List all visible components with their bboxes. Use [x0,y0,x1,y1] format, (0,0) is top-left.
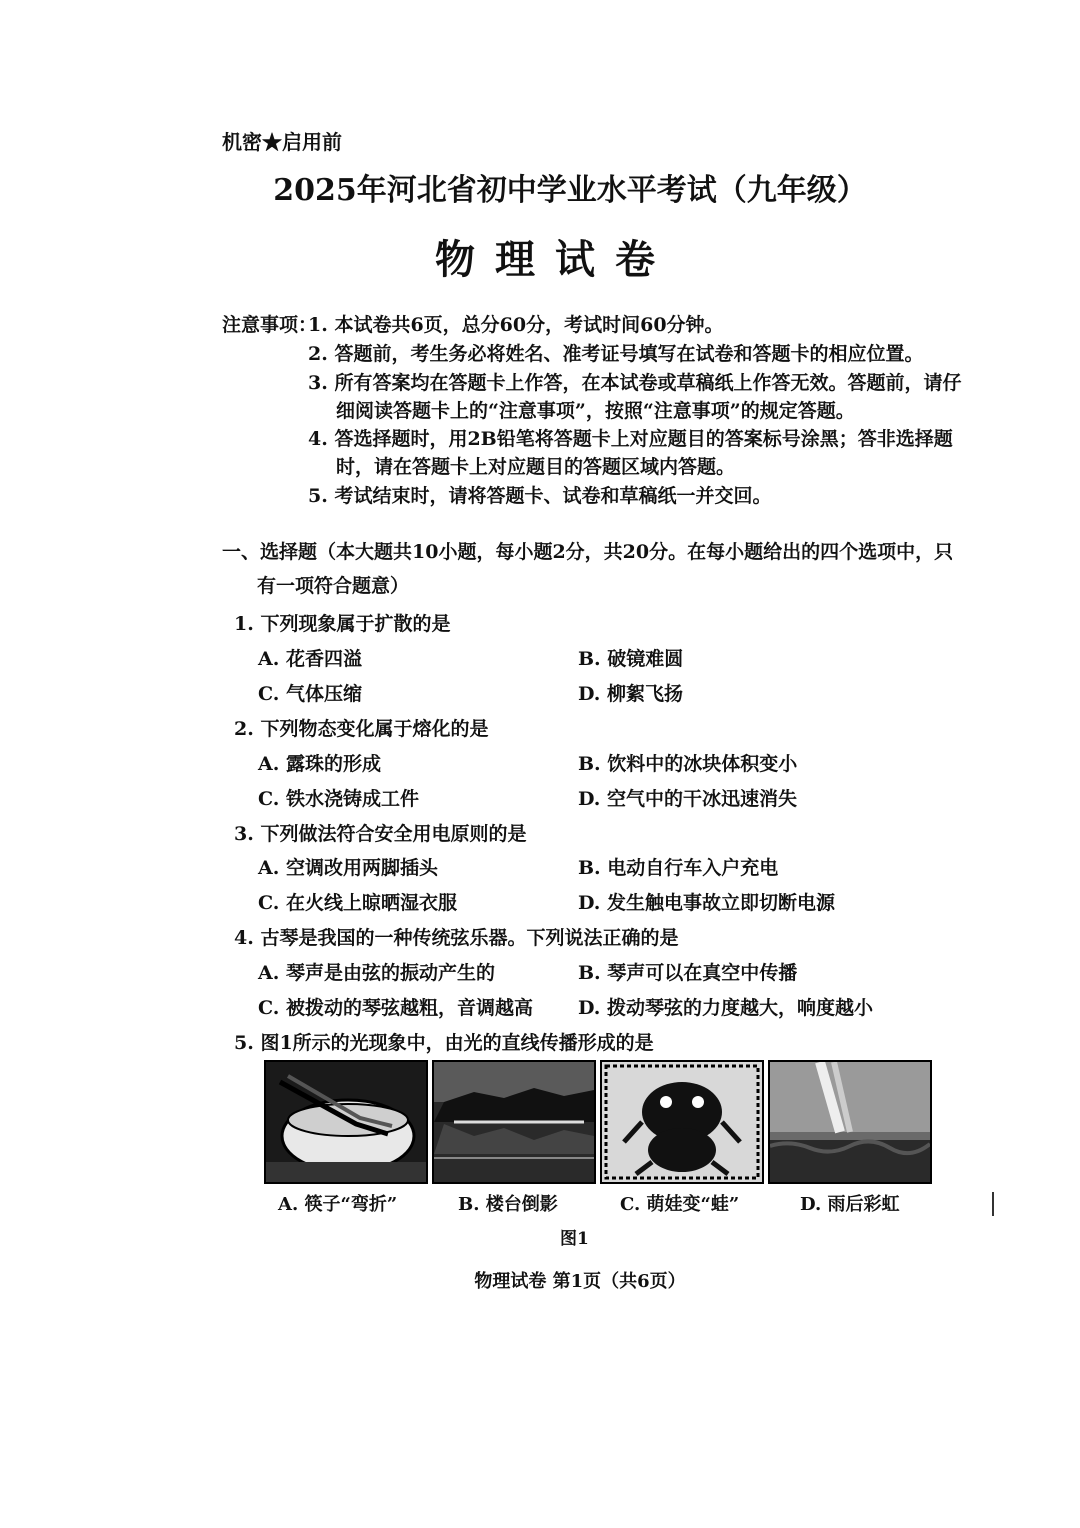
option-a: A. 露珠的形成 [258,753,381,775]
notes-label: 注意事项： [222,314,318,336]
note-item: 1. 本试卷共6页，总分60分，考试时间60分钟。 [308,314,724,336]
section-heading-continued: 有一项符合题意） [257,575,410,597]
frog-shadow-illustration [602,1062,762,1182]
pavilion-reflection-illustration [434,1062,594,1182]
figure-caption-d: D. 雨后彩虹 [800,1194,900,1215]
option-b: B. 电动自行车入户充电 [578,857,779,879]
note-item: 3. 所有答案均在答题卡上作答，在本试卷或草稿纸上作答无效。答题前，请仔 [308,372,962,394]
question-stem: 2. 下列物态变化属于熔化的是 [234,718,489,740]
option-d: D. 拨动琴弦的力度越大，响度越小 [578,997,874,1019]
note-item-continued: 时，请在答题卡上对应题目的答题区域内答题。 [336,456,736,478]
exam-title: 2025年河北省初中学业水平考试（九年级） [273,173,867,208]
scan-mark [992,1192,994,1216]
option-b: B. 饮料中的冰块体积变小 [578,753,798,775]
question-stem: 3. 下列做法符合安全用电原则的是 [234,823,527,845]
note-item: 5. 考试结束时，请将答题卡、试卷和草稿纸一并交回。 [308,485,772,507]
option-c: C. 在火线上晾晒湿衣服 [258,892,458,914]
figure-image-frog-shadow [600,1060,764,1184]
bowl-chopsticks-illustration [266,1062,426,1182]
option-a: A. 琴声是由弦的振动产生的 [258,962,495,984]
question-stem: 4. 古琴是我国的一种传统弦乐器。下列说法正确的是 [234,927,679,949]
figure-caption-b: B. 楼台倒影 [458,1194,558,1215]
option-d: D. 发生触电事故立即切断电源 [578,892,836,914]
page-footer: 物理试卷 第1页（共6页） [474,1271,686,1292]
note-item: 2. 答题前，考生务必将姓名、准考证号填写在试卷和答题卡的相应位置。 [308,343,924,365]
figure-caption-a: A. 筷子“弯折” [278,1194,398,1215]
option-a: A. 空调改用两脚插头 [258,857,438,879]
figure-caption-c: C. 萌娃变“蛙” [620,1194,740,1215]
figure-image-chopsticks [264,1060,428,1184]
option-b: B. 琴声可以在真空中传播 [578,962,798,984]
option-c: C. 被拨动的琴弦越粗，音调越高 [258,997,534,1019]
note-item-continued: 细阅读答题卡上的“注意事项”，按照“注意事项”的规定答题。 [336,400,855,422]
option-a: A. 花香四溢 [258,648,362,670]
figure-image-reflection [432,1060,596,1184]
option-d: D. 柳絮飞扬 [578,683,684,705]
figure-label: 图1 [560,1229,589,1249]
option-b: B. 破镜难圆 [578,648,684,670]
rainbow-illustration [770,1062,930,1182]
figure-image-rainbow [768,1060,932,1184]
option-c: C. 铁水浇铸成工件 [258,788,420,810]
option-d: D. 空气中的干冰迅速消失 [578,788,798,810]
confidential-label: 机密★启用前 [222,130,342,154]
subject-title: 物理试卷 [435,236,675,283]
note-item: 4. 答选择题时，用2B铅笔将答题卡上对应题目的答案标号涂黑；答非选择题 [308,428,953,450]
option-c: C. 气体压缩 [258,683,363,705]
section-heading: 一、选择题（本大题共10小题，每小题2分，共20分。在每小题给出的四个选项中，只 [222,541,954,563]
question-stem: 1. 下列现象属于扩散的是 [234,613,451,635]
question-stem: 5. 图1所示的光现象中，由光的直线传播形成的是 [234,1032,654,1054]
